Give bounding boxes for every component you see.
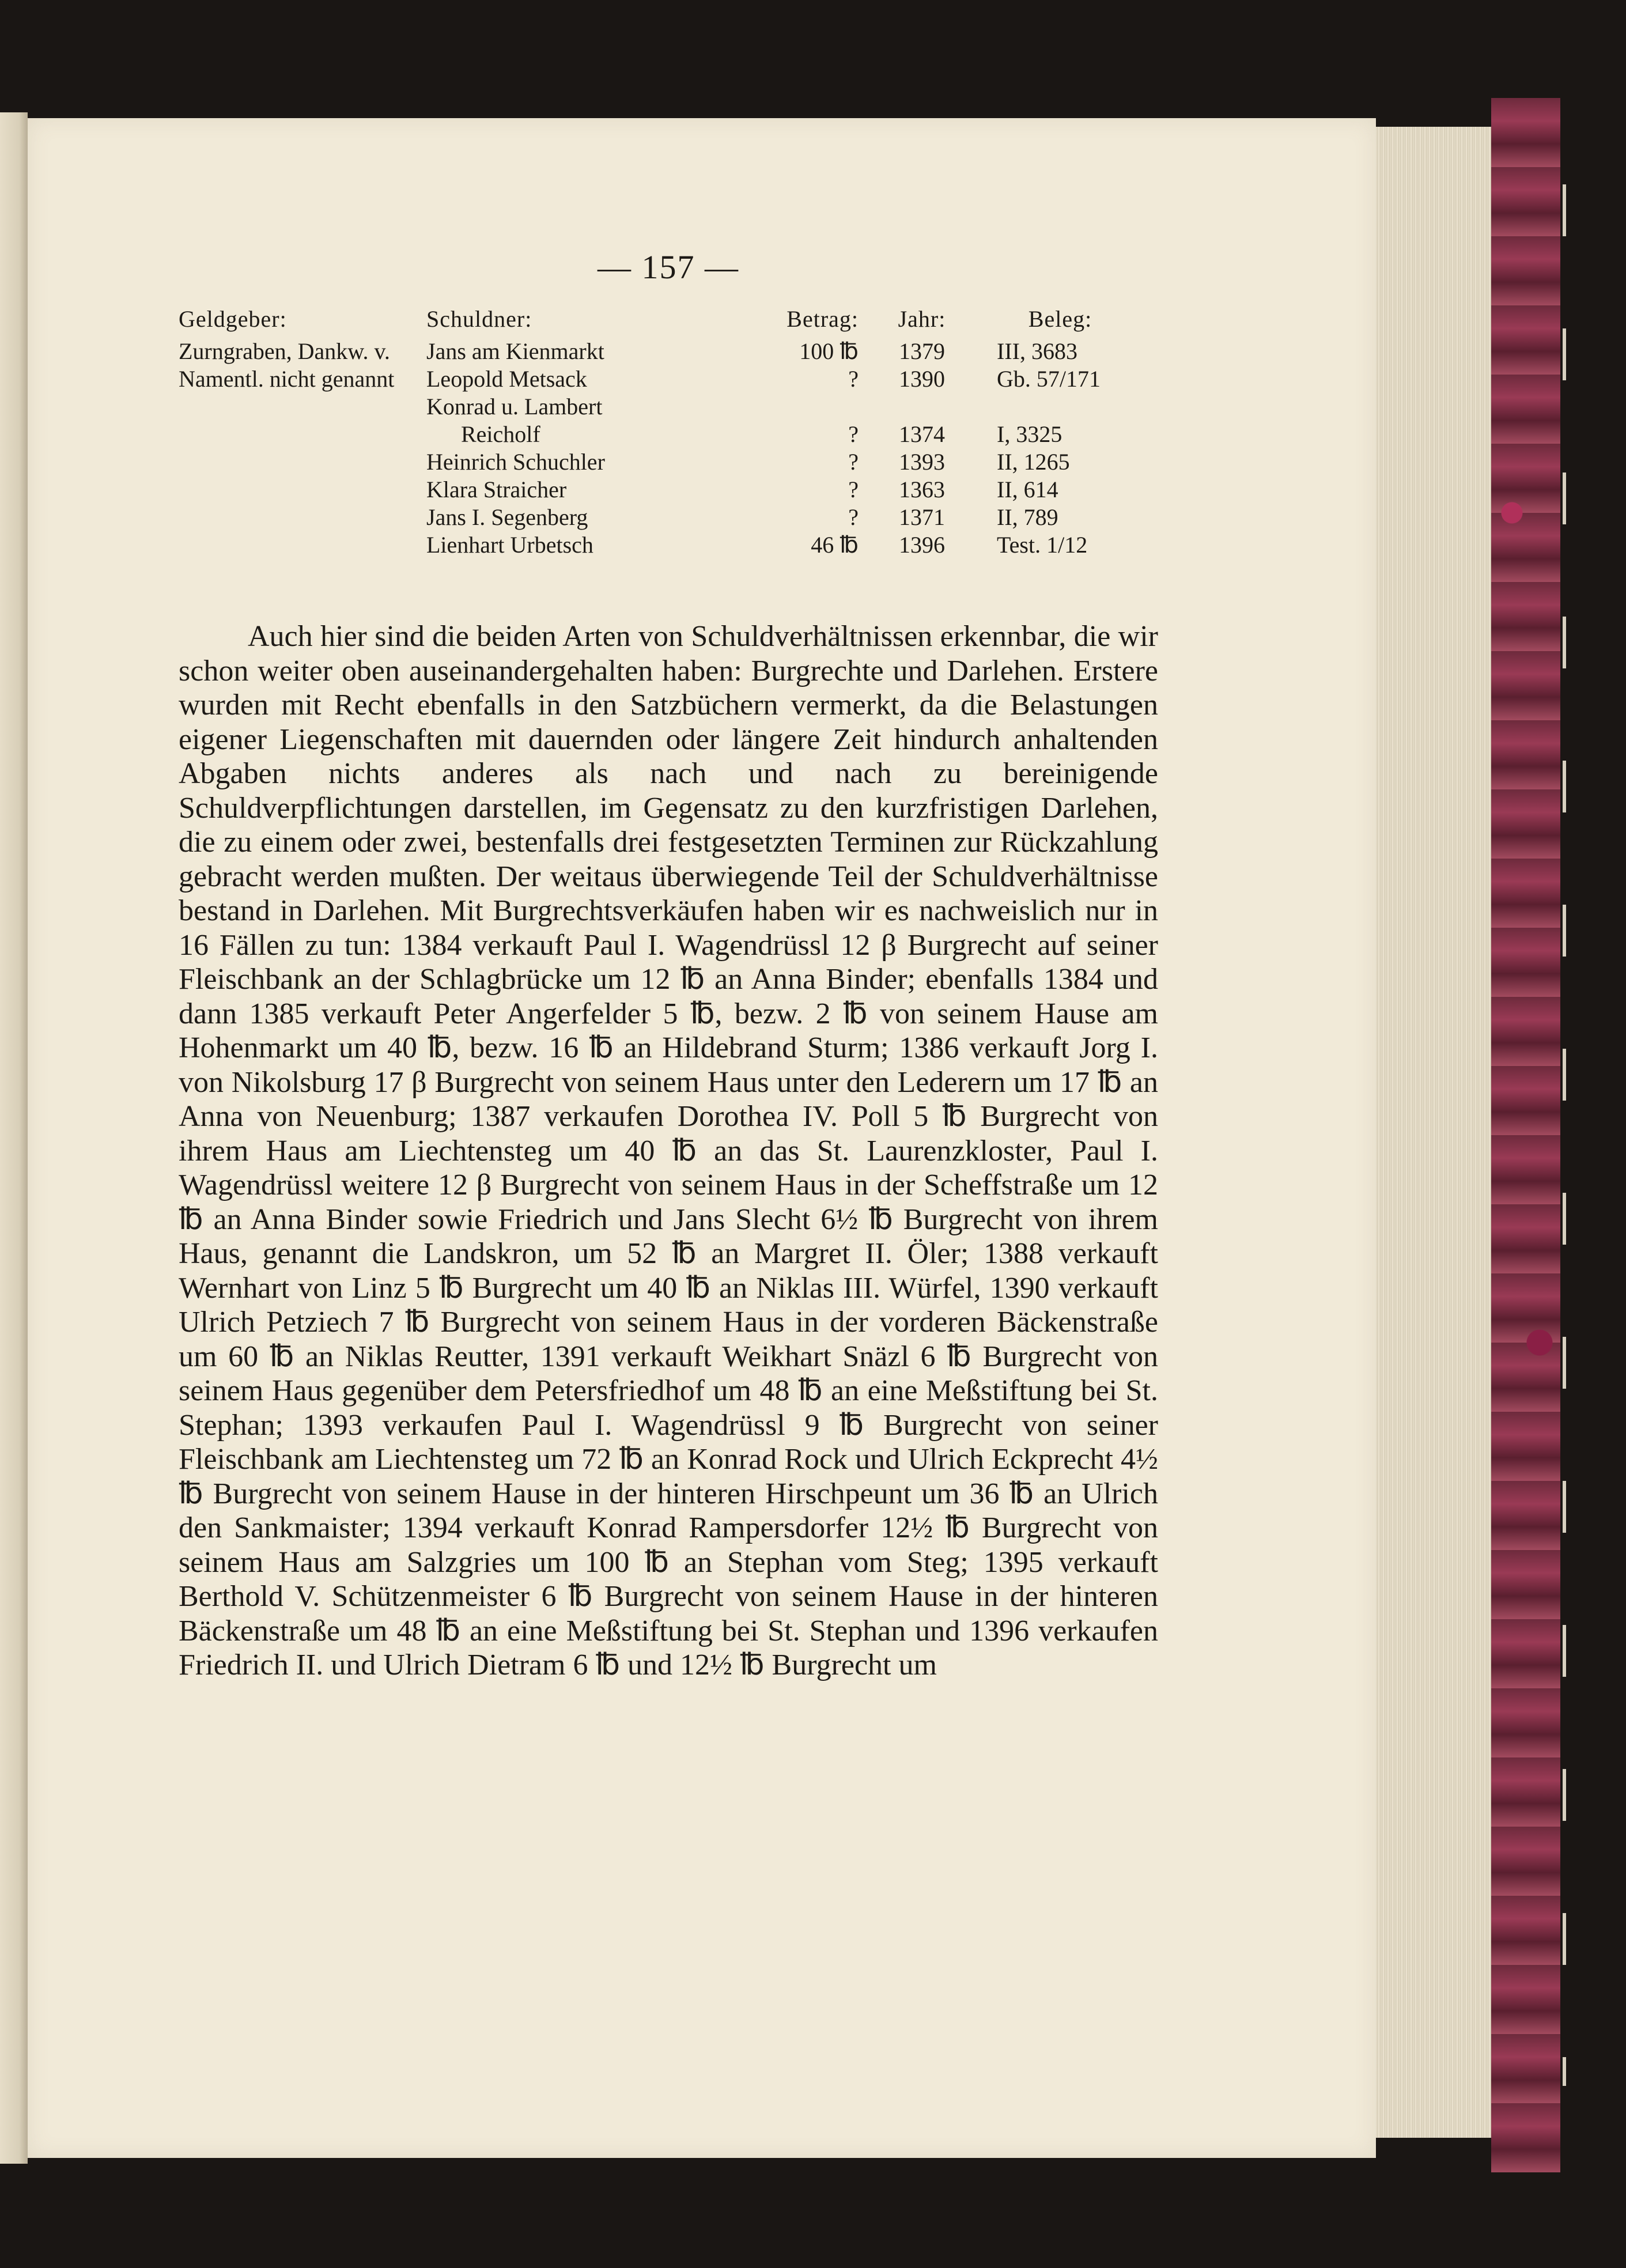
cell-amount: ? — [848, 366, 859, 392]
cell-debtor: Klara Straicher — [426, 477, 567, 502]
cell-amount: ? — [848, 504, 859, 530]
page-number: — 157 — — [598, 248, 739, 286]
cell-lender: Namentl. nicht genannt — [179, 366, 395, 392]
cell-reference: III, 3683 — [997, 338, 1077, 364]
cell-amount: ? — [848, 449, 859, 475]
cell-debtor: Leopold Metsack — [426, 366, 587, 392]
header-amount: Betrag: — [786, 306, 859, 332]
cell-year: 1393 — [899, 449, 945, 475]
cell-lender: Zurngraben, Dankw. v. — [179, 338, 390, 364]
cell-debtor: Jans I. Segenberg — [426, 504, 588, 530]
table-row — [179, 365, 1158, 393]
cell-debtor: Heinrich Schuchler — [426, 449, 605, 475]
debt-ledger-table — [179, 305, 1158, 559]
table-row — [179, 338, 1158, 365]
marbled-cover — [1491, 98, 1560, 2172]
cell-amount — [761, 393, 882, 421]
cell-debtor: Konrad u. Lambert — [426, 394, 603, 419]
cell-year — [882, 393, 962, 421]
table-row — [179, 531, 1158, 559]
cell-lender — [179, 448, 426, 476]
cell-amount: 100 ℔ — [799, 338, 859, 364]
cell-reference: II, 789 — [997, 504, 1058, 530]
table-row — [179, 504, 1158, 531]
cell-year: 1374 — [899, 421, 945, 447]
cell-year: 1363 — [899, 477, 945, 502]
cell-amount: ? — [848, 477, 859, 502]
body-text — [179, 619, 1158, 1683]
table-row — [179, 476, 1158, 504]
cell-amount: 46 ℔ — [811, 532, 859, 558]
header-debtor: Schuldner: — [426, 306, 532, 332]
table-row — [179, 393, 1158, 421]
cell-year: 1371 — [899, 504, 945, 530]
cell-amount: ? — [848, 421, 859, 447]
cell-lender — [179, 504, 426, 531]
cell-lender — [179, 421, 426, 448]
cell-lender — [179, 476, 426, 504]
cell-year: 1390 — [899, 366, 945, 392]
cell-reference: II, 1265 — [997, 449, 1070, 475]
scale-marks — [1563, 184, 1566, 2086]
header-reference: Beleg: — [1028, 306, 1092, 332]
cell-year: 1396 — [899, 532, 945, 558]
cell-reference: Gb. 57/171 — [997, 366, 1101, 392]
header-lender: Geldgeber: — [179, 306, 287, 332]
cell-debtor: Jans am Kienmarkt — [426, 338, 604, 364]
cell-reference: II, 614 — [997, 477, 1058, 502]
cell-reference: I, 3325 — [997, 421, 1062, 447]
table-row — [179, 448, 1158, 476]
table-header-row — [179, 305, 1158, 338]
body-paragraph: Auch hier sind die beiden Arten von Schuldverhältnissen erkennbar, die wir schon weiter oben auseinandergehalten haben: Burgrechte und Darlehen. Erstere wurden mit Recht ebenfalls in den Satzbüchern vermerkt, da die Belastungen eigener Liegenschaften mit dauernden oder längere Zeit hindurch anhaltenden Abgaben nichts anderes als nach und nach zu bereinigende Schuldverpflichtungen darstellen, im Gegensatz zu den kurzfristigen Darlehen, die zu einem oder zwei, bestenfalls drei festgesetzten Terminen zur Rückzahlung gebracht werden mußten. Der weitaus überwiegende Teil der Schuldverhältnisse bestand in Darlehen. Mit Burgrechtsverkäufen haben wir es nachweislich nur in 16 Fällen zu tun: 1384 verkauft Paul I. Wagendrüssl 12 β Burgrecht auf seiner Fleischbank an der Schlagbrücke um 12 ℔ an Anna Binder; ebenfalls 1384 und dann 1385 verkauft Peter Angerfelder 5 ℔, bezw. 2 ℔ von seinem Hause am Hohenmarkt um 40 ℔, bezw. 16 ℔ an Hildebrand Sturm; 1386 verkauft Jorg I. von Nikolsburg 17 β Burgrecht von seinem Haus unter den Lederern um 17 ℔ an Anna von Neuenburg; 1387 verkaufen Dorothea IV. Poll 5 ℔ Burgrecht von ihrem Haus am Liechtensteg um 40 ℔ an das St. Laurenzkloster, Paul I. Wagendrüssl weitere 12 β Burgrecht von seinem Haus in der Scheffstraße um 12 ℔ an Anna Binder sowie Friedrich und Jans Slecht 6½ ℔ Burgrecht von ihrem Haus, genannt die Landskron, um 52 ℔ an Margret II. Öler; 1388 verkauft Wernhart von Linz 5 ℔ Burgrecht um 40 ℔ an Niklas III. Würfel, 1390 verkauft Ulrich Petziech 7 ℔ Burgrecht von seinem Haus in der vorderen Bäckenstraße um 60 ℔ an Niklas Reutter, 1391 verkauft Weikhart Snäzl 6 ℔ Burgrecht von seinem Haus gegenüber dem Petersfriedhof um 48 ℔ an eine Meßstiftung bei St. Stephan; 1393 verkaufen Paul I. Wagendrüssl 9 ℔ Burgrecht von seiner Fleischbank am Liechtensteg um 72 ℔ an Konrad Rock und Ulrich Eckprecht 4½ ℔ Burgrecht von seinem Hause in der hinteren Hirschpeunt um 36 ℔ an Ulrich den Sankmaister; 1394 verkauft Konrad Rampersdorfer 12½ ℔ Burgrecht von seinem Haus am Salzgries um 100 ℔ an Stephan vom Steg; 1395 verkauft Berthold V. Schützenmeister 6 ℔ Burgrecht von seinem Hause in der hinteren Bäckenstraße um 48 ℔ an eine Meßstiftung bei St. Stephan und 1396 verkaufen Friedrich II. und Ulrich Dietram 6 ℔ und 12½ ℔ Burgrecht um — [179, 620, 1158, 1681]
cell-debtor: Lienhart Urbetsch — [426, 532, 593, 558]
table-row — [179, 421, 1158, 448]
cell-debtor: Reicholf — [461, 421, 540, 447]
cell-reference: Test. 1/12 — [997, 532, 1088, 558]
header-year: Jahr: — [898, 306, 946, 332]
page-stack-edge — [1376, 127, 1491, 2138]
facing-page-edge — [0, 112, 28, 2164]
cell-year: 1379 — [899, 338, 945, 364]
cell-reference — [962, 393, 1158, 421]
cell-lender — [179, 393, 426, 421]
cell-lender — [179, 531, 426, 559]
